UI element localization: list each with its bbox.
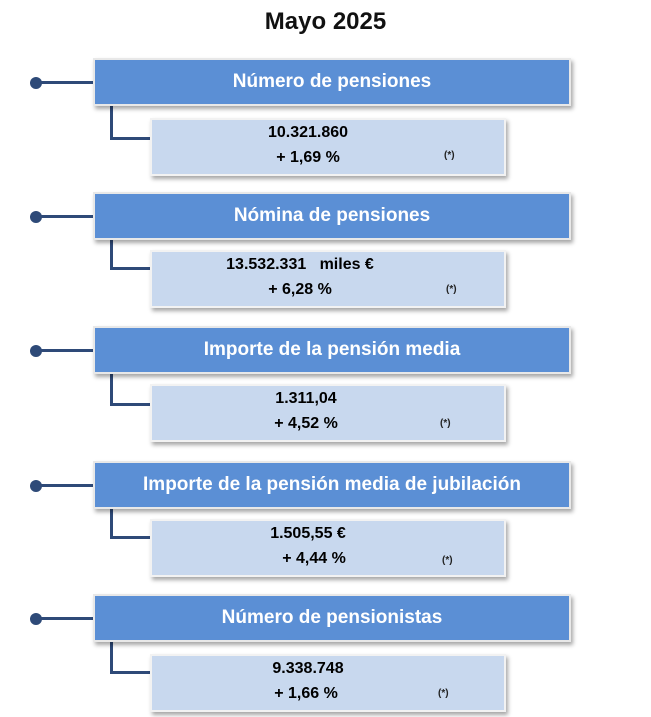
value-box (150, 519, 506, 577)
block-header: Importe de la pensión media (93, 326, 571, 374)
block-nomina-pensiones (0, 192, 651, 322)
block-numero-pensionistas (0, 594, 651, 717)
value-main: 13.532.331 miles € (226, 256, 374, 273)
connector-line (38, 484, 94, 487)
page-title: Mayo 2025 (264, 8, 387, 35)
footnote-marker: (*) (446, 284, 457, 295)
value-change: + 4,44 % (282, 550, 346, 567)
value-main: 1.311,04 (275, 390, 337, 407)
connector-line (38, 215, 94, 218)
connector-line (38, 617, 94, 620)
value-main: 9.338.748 (272, 660, 344, 677)
block-importe-pension-media (0, 326, 651, 456)
value-change: + 1,69 % (276, 149, 340, 166)
value-box (150, 384, 506, 442)
block-header: Nómina de pensiones (93, 192, 571, 240)
block-header: Importe de la pensión media de jubilación (93, 461, 571, 509)
block-header: Número de pensionistas (93, 594, 571, 642)
value-change: + 4,52 % (274, 415, 338, 432)
block-header: Número de pensiones (93, 58, 571, 106)
footnote-marker: (*) (442, 555, 453, 566)
footnote-marker: (*) (440, 418, 451, 429)
value-box (150, 250, 506, 308)
block-pension-media-jubilacion (0, 461, 651, 591)
value-change: + 1,66 % (274, 685, 338, 702)
footnote-marker: (*) (444, 150, 455, 161)
value-main: 1.505,55 € (270, 525, 346, 542)
value-main: 10.321.860 (267, 124, 349, 141)
value-change: + 6,28 % (268, 281, 332, 298)
footnote-marker: (*) (438, 688, 449, 699)
value-box (150, 118, 506, 176)
value-box (150, 654, 506, 712)
connector-line (38, 81, 94, 84)
connector-line (38, 349, 94, 352)
block-numero-pensiones (0, 58, 651, 188)
